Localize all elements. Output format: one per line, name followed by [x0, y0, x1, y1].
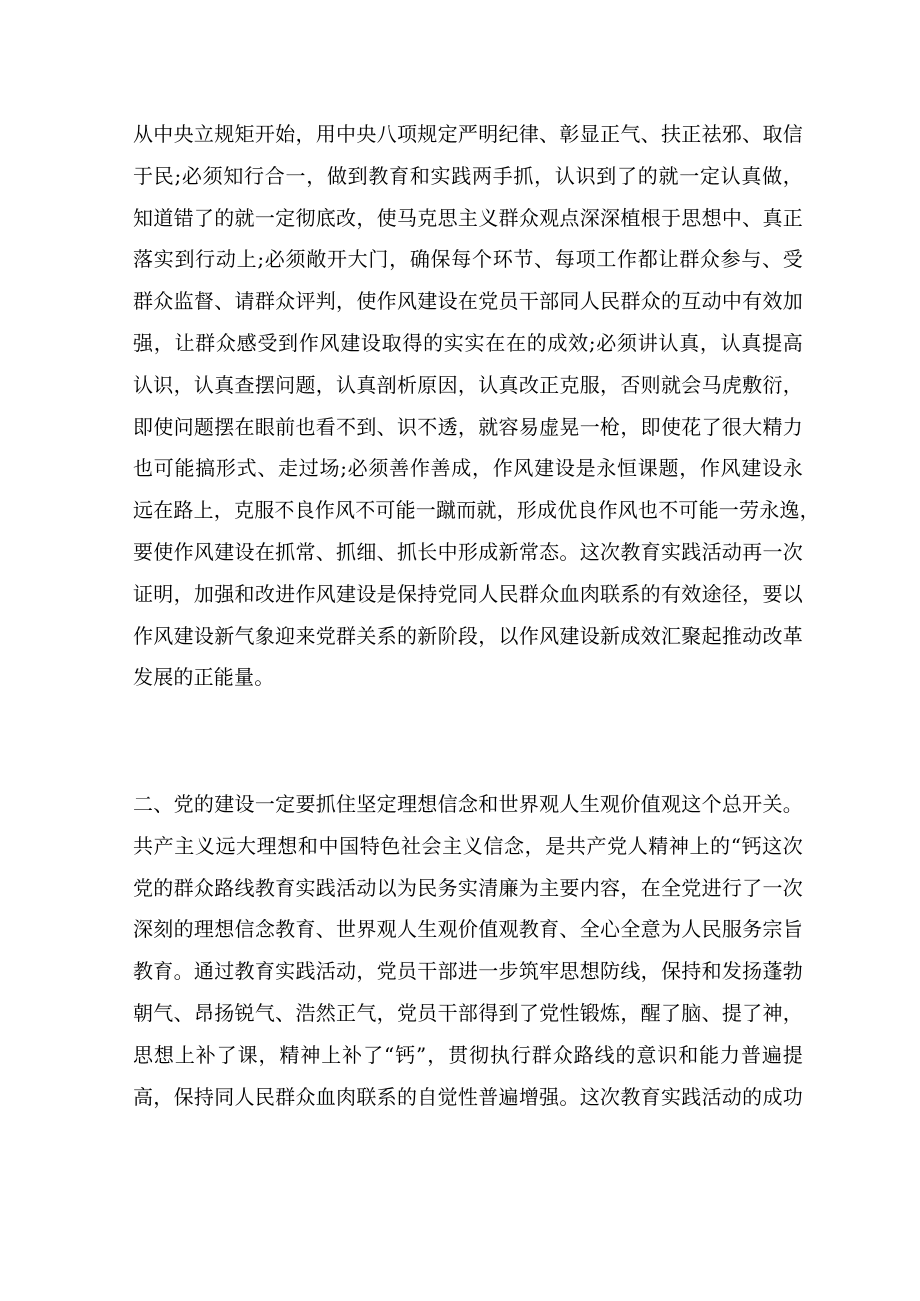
text-line: 远在路上，克服不良作风不可能一蹴而就，形成优良作风也不可能一劳永逸，	[133, 498, 820, 523]
text-line: 高，保持同人民群众血肉联系的自觉性普遍增强。这次教育实践活动的成功	[133, 1084, 803, 1109]
text-line: 于民;必须知行合一，做到教育和实践两手抓，认识到了的就一定认真做，	[133, 163, 803, 188]
text-line: 思想上补了课，精神上补了“钙”，贯彻执行群众路线的意识和能力普遍提	[133, 1042, 803, 1067]
text-line: 强，让群众感受到作风建设取得的实实在在的成效;必须讲认真，认真提高	[133, 330, 803, 355]
paragraph-ideals-beliefs	[133, 784, 803, 1118]
text-line: 落实到行动上;必须敞开大门，确保每个环节、每项工作都让群众参与、受	[133, 247, 803, 272]
text-line: 朝气、昂扬锐气、浩然正气，党员干部得到了党性锻炼，醒了脑、提了神，	[133, 1000, 803, 1025]
text-line: 深刻的理想信念教育、世界观人生观价值观教育、全心全意为人民服务宗旨	[133, 917, 803, 942]
text-line: 证明，加强和改进作风建设是保持党同人民群众血肉联系的有效途径，要以	[133, 581, 803, 606]
text-line: 发展的正能量。	[133, 665, 275, 690]
text-line: 教育。通过教育实践活动，党员干部进一步筑牢思想防线，保持和发扬蓬勃	[133, 959, 803, 984]
text-line: 认识，认真查摆问题，认真剖析原因，认真改正克服，否则就会马虎敷衍，	[133, 372, 803, 397]
text-line: 群众监督、请群众评判，使作风建设在党员干部同人民群众的互动中有效加	[133, 289, 803, 314]
text-line: 共产主义远大理想和中国特色社会主义信念，是共产党人精神上的“钙这次	[133, 833, 803, 858]
text-line: 即使问题摆在眼前也看不到、识不透，就容易虚晃一枪，即使花了很大精力	[133, 414, 803, 439]
text-line: 要使作风建设在抓常、抓细、抓长中形成新常态。这次教育实践活动再一次	[133, 539, 803, 564]
text-line: 知道错了的就一定彻底改，使马克思主义群众观点深深植根于思想中、真正	[133, 205, 803, 230]
paragraph-work-style	[133, 114, 820, 699]
text-line: 作风建设新气象迎来党群关系的新阶段，以作风建设新成效汇聚起推动改革	[133, 623, 803, 648]
text-line: 也可能搞形式、走过场;必须善作善成，作风建设是永恒课题，作风建设永	[133, 456, 803, 481]
text-line: 党的群众路线教育实践活动以为民务实清廉为主要内容，在全党进行了一次	[133, 875, 803, 900]
section-heading-line: 二、党的建设一定要抓住坚定理想信念和世界观人生观价值观这个总开关。	[133, 792, 803, 816]
text-line: 从中央立规矩开始，用中央八项规定严明纪律、彰显正气、扶正祛邪、取信	[133, 122, 803, 146]
